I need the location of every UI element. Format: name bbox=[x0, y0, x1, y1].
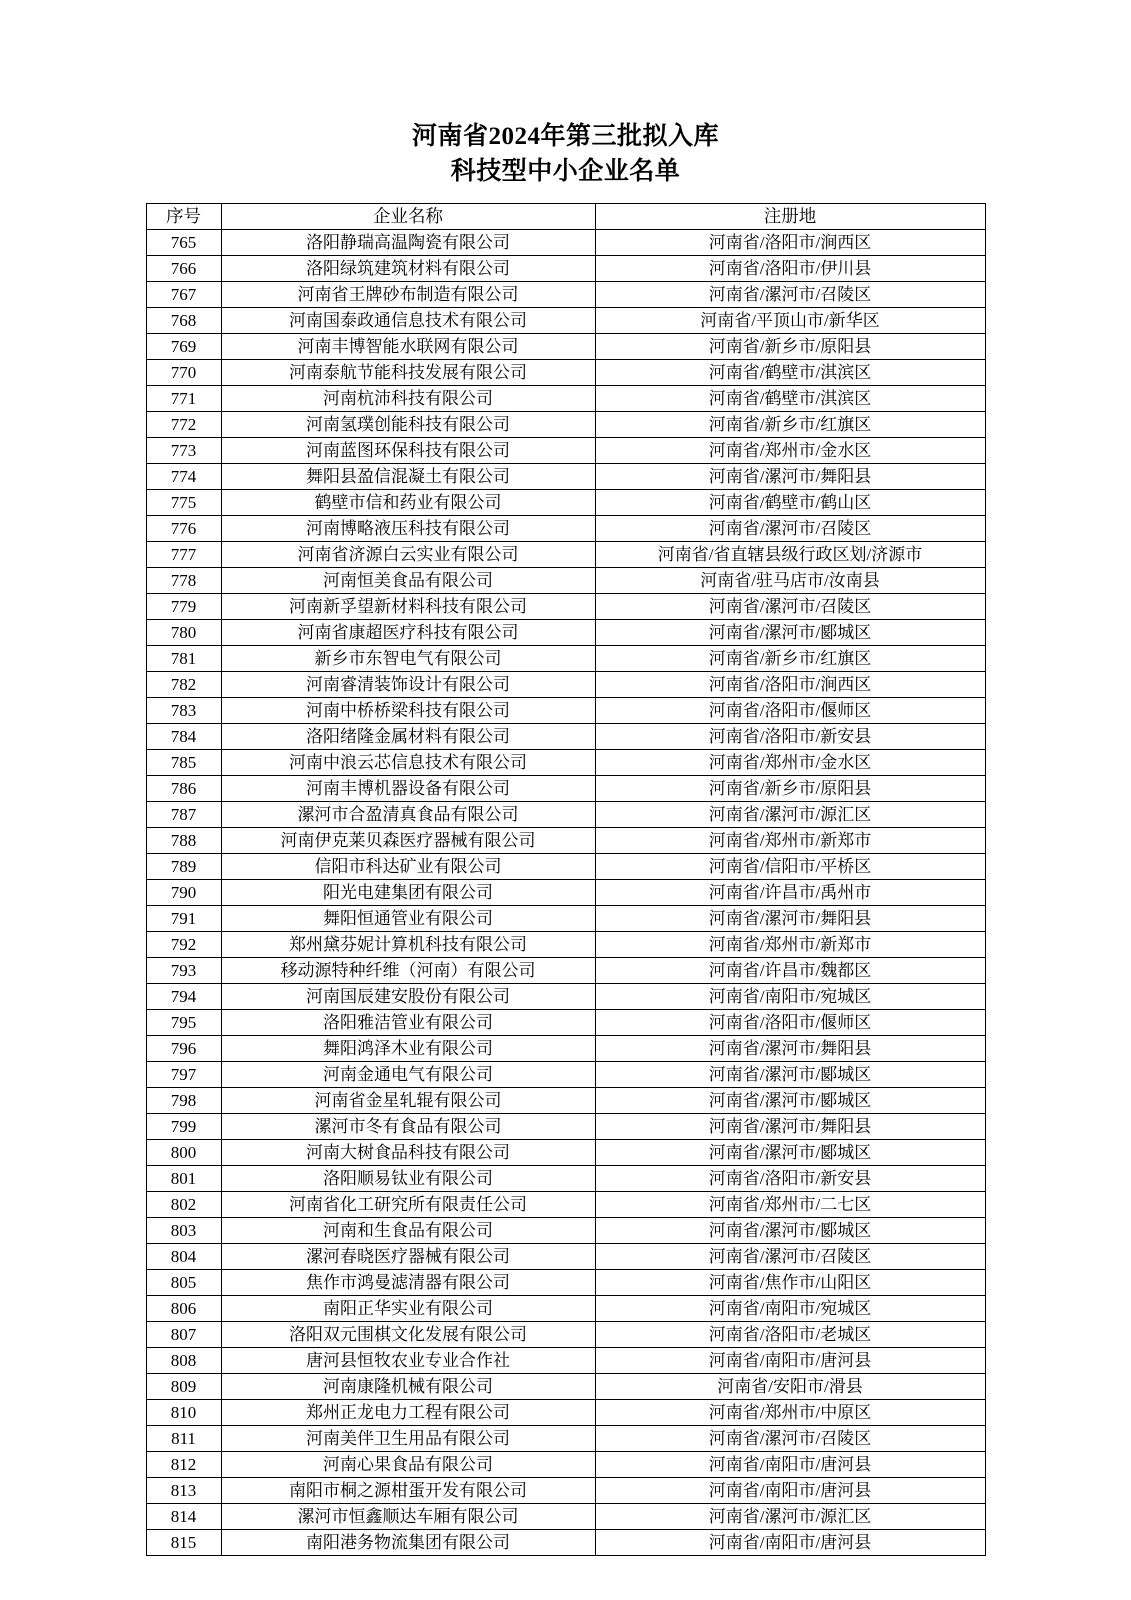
table-row bbox=[146, 1166, 985, 1192]
table-row bbox=[146, 1400, 985, 1426]
column-header-index: 序号 bbox=[146, 204, 221, 230]
table-row bbox=[146, 1192, 985, 1218]
table-row bbox=[146, 854, 985, 880]
cell-registration-location: 河南省/漯河市/舞阳县 bbox=[595, 1036, 985, 1062]
cell-registration-location: 河南省/郑州市/金水区 bbox=[595, 750, 985, 776]
cell-registration-location: 河南省/南阳市/唐河县 bbox=[595, 1348, 985, 1374]
cell-registration-location: 河南省/新乡市/原阳县 bbox=[595, 334, 985, 360]
cell-company-name: 唐河县恒牧农业专业合作社 bbox=[221, 1348, 595, 1374]
cell-index: 790 bbox=[146, 880, 221, 906]
cell-registration-location: 河南省/洛阳市/伊川县 bbox=[595, 256, 985, 282]
cell-index: 788 bbox=[146, 828, 221, 854]
cell-registration-location: 河南省/信阳市/平桥区 bbox=[595, 854, 985, 880]
table-row bbox=[146, 308, 985, 334]
cell-registration-location: 河南省/漯河市/召陵区 bbox=[595, 1426, 985, 1452]
cell-index: 769 bbox=[146, 334, 221, 360]
cell-company-name: 阳光电建集团有限公司 bbox=[221, 880, 595, 906]
table-row bbox=[146, 1504, 985, 1530]
table-row bbox=[146, 1322, 985, 1348]
cell-company-name: 河南省王牌砂布制造有限公司 bbox=[221, 282, 595, 308]
table-row bbox=[146, 932, 985, 958]
cell-company-name: 郑州黛芬妮计算机科技有限公司 bbox=[221, 932, 595, 958]
column-header-location: 注册地 bbox=[595, 204, 985, 230]
cell-index: 772 bbox=[146, 412, 221, 438]
cell-index: 789 bbox=[146, 854, 221, 880]
cell-company-name: 河南康隆机械有限公司 bbox=[221, 1374, 595, 1400]
cell-company-name: 移动源特种纤维（河南）有限公司 bbox=[221, 958, 595, 984]
cell-company-name: 河南恒美食品有限公司 bbox=[221, 568, 595, 594]
cell-index: 801 bbox=[146, 1166, 221, 1192]
cell-index: 775 bbox=[146, 490, 221, 516]
cell-company-name: 洛阳绿筑建筑材料有限公司 bbox=[221, 256, 595, 282]
cell-company-name: 河南氢璞创能科技有限公司 bbox=[221, 412, 595, 438]
cell-index: 794 bbox=[146, 984, 221, 1010]
cell-registration-location: 河南省/郑州市/金水区 bbox=[595, 438, 985, 464]
table-row bbox=[146, 490, 985, 516]
cell-company-name: 信阳市科达矿业有限公司 bbox=[221, 854, 595, 880]
table-row bbox=[146, 828, 985, 854]
cell-index: 811 bbox=[146, 1426, 221, 1452]
cell-registration-location: 河南省/漯河市/召陵区 bbox=[595, 594, 985, 620]
cell-company-name: 舞阳县盈信混凝土有限公司 bbox=[221, 464, 595, 490]
cell-index: 810 bbox=[146, 1400, 221, 1426]
cell-company-name: 河南丰博智能水联网有限公司 bbox=[221, 334, 595, 360]
cell-registration-location: 河南省/新乡市/红旗区 bbox=[595, 412, 985, 438]
table-row bbox=[146, 568, 985, 594]
cell-registration-location: 河南省/漯河市/郾城区 bbox=[595, 1088, 985, 1114]
cell-company-name: 河南大树食品科技有限公司 bbox=[221, 1140, 595, 1166]
cell-company-name: 河南美伴卫生用品有限公司 bbox=[221, 1426, 595, 1452]
cell-registration-location: 河南省/郑州市/中原区 bbox=[595, 1400, 985, 1426]
cell-company-name: 河南泰航节能科技发展有限公司 bbox=[221, 360, 595, 386]
table-row bbox=[146, 620, 985, 646]
cell-company-name: 河南杭沛科技有限公司 bbox=[221, 386, 595, 412]
cell-registration-location: 河南省/漯河市/郾城区 bbox=[595, 1218, 985, 1244]
cell-registration-location: 河南省/驻马店市/汝南县 bbox=[595, 568, 985, 594]
cell-registration-location: 河南省/南阳市/唐河县 bbox=[595, 1530, 985, 1556]
table-row bbox=[146, 1010, 985, 1036]
table-row bbox=[146, 698, 985, 724]
cell-index: 766 bbox=[146, 256, 221, 282]
cell-index: 776 bbox=[146, 516, 221, 542]
cell-index: 814 bbox=[146, 1504, 221, 1530]
cell-index: 780 bbox=[146, 620, 221, 646]
cell-registration-location: 河南省/平顶山市/新华区 bbox=[595, 308, 985, 334]
cell-company-name: 河南省金星轧辊有限公司 bbox=[221, 1088, 595, 1114]
cell-index: 797 bbox=[146, 1062, 221, 1088]
cell-registration-location: 河南省/漯河市/郾城区 bbox=[595, 1140, 985, 1166]
cell-index: 807 bbox=[146, 1322, 221, 1348]
cell-registration-location: 河南省/漯河市/源汇区 bbox=[595, 1504, 985, 1530]
cell-company-name: 河南省康超医疗科技有限公司 bbox=[221, 620, 595, 646]
table-row bbox=[146, 1452, 985, 1478]
cell-registration-location: 河南省/洛阳市/新安县 bbox=[595, 1166, 985, 1192]
cell-company-name: 焦作市鸿曼滤清器有限公司 bbox=[221, 1270, 595, 1296]
cell-company-name: 洛阳双元围棋文化发展有限公司 bbox=[221, 1322, 595, 1348]
table-row bbox=[146, 880, 985, 906]
cell-registration-location: 河南省/漯河市/舞阳县 bbox=[595, 464, 985, 490]
table-row bbox=[146, 334, 985, 360]
table-row bbox=[146, 438, 985, 464]
table-row bbox=[146, 1244, 985, 1270]
cell-company-name: 河南省济源白云实业有限公司 bbox=[221, 542, 595, 568]
cell-registration-location: 河南省/洛阳市/偃师区 bbox=[595, 1010, 985, 1036]
table-row bbox=[146, 386, 985, 412]
table-row bbox=[146, 1374, 985, 1400]
cell-index: 784 bbox=[146, 724, 221, 750]
cell-company-name: 河南中浪云芯信息技术有限公司 bbox=[221, 750, 595, 776]
cell-registration-location: 河南省/漯河市/舞阳县 bbox=[595, 906, 985, 932]
cell-company-name: 漯河市冬有食品有限公司 bbox=[221, 1114, 595, 1140]
table-row bbox=[146, 724, 985, 750]
table-row bbox=[146, 1088, 985, 1114]
cell-index: 798 bbox=[146, 1088, 221, 1114]
cell-company-name: 河南省化工研究所有限责任公司 bbox=[221, 1192, 595, 1218]
cell-company-name: 新乡市东智电气有限公司 bbox=[221, 646, 595, 672]
cell-company-name: 南阳正华实业有限公司 bbox=[221, 1296, 595, 1322]
cell-registration-location: 河南省/南阳市/宛城区 bbox=[595, 1296, 985, 1322]
cell-company-name: 洛阳静瑞高温陶瓷有限公司 bbox=[221, 230, 595, 256]
cell-company-name: 河南蓝图环保科技有限公司 bbox=[221, 438, 595, 464]
table-row bbox=[146, 1218, 985, 1244]
table-row bbox=[146, 360, 985, 386]
cell-index: 783 bbox=[146, 698, 221, 724]
cell-registration-location: 河南省/南阳市/唐河县 bbox=[595, 1478, 985, 1504]
cell-index: 809 bbox=[146, 1374, 221, 1400]
cell-index: 777 bbox=[146, 542, 221, 568]
cell-company-name: 河南博略液压科技有限公司 bbox=[221, 516, 595, 542]
cell-index: 774 bbox=[146, 464, 221, 490]
cell-registration-location: 河南省/南阳市/宛城区 bbox=[595, 984, 985, 1010]
table-row bbox=[146, 776, 985, 802]
cell-index: 806 bbox=[146, 1296, 221, 1322]
table-row bbox=[146, 906, 985, 932]
cell-registration-location: 河南省/新乡市/红旗区 bbox=[595, 646, 985, 672]
cell-index: 803 bbox=[146, 1218, 221, 1244]
cell-registration-location: 河南省/漯河市/召陵区 bbox=[595, 1244, 985, 1270]
company-list-table bbox=[146, 203, 986, 1556]
table-row bbox=[146, 1348, 985, 1374]
cell-index: 804 bbox=[146, 1244, 221, 1270]
cell-registration-location: 河南省/漯河市/召陵区 bbox=[595, 516, 985, 542]
table-row bbox=[146, 672, 985, 698]
table-row bbox=[146, 1426, 985, 1452]
table-row bbox=[146, 542, 985, 568]
cell-index: 796 bbox=[146, 1036, 221, 1062]
table-row bbox=[146, 516, 985, 542]
cell-index: 800 bbox=[146, 1140, 221, 1166]
cell-index: 765 bbox=[146, 230, 221, 256]
cell-company-name: 河南中桥桥梁科技有限公司 bbox=[221, 698, 595, 724]
page-title-line-2: 科技型中小企业名单 bbox=[450, 157, 681, 185]
table-header bbox=[146, 204, 985, 230]
cell-company-name: 洛阳绪隆金属材料有限公司 bbox=[221, 724, 595, 750]
page-title bbox=[130, 120, 1001, 189]
cell-index: 815 bbox=[146, 1530, 221, 1556]
table-row bbox=[146, 1530, 985, 1556]
cell-registration-location: 河南省/洛阳市/老城区 bbox=[595, 1322, 985, 1348]
cell-index: 805 bbox=[146, 1270, 221, 1296]
table-row bbox=[146, 1478, 985, 1504]
table-row bbox=[146, 282, 985, 308]
cell-company-name: 河南和生食品有限公司 bbox=[221, 1218, 595, 1244]
cell-index: 768 bbox=[146, 308, 221, 334]
table-row bbox=[146, 1270, 985, 1296]
cell-company-name: 漯河市恒鑫顺达车厢有限公司 bbox=[221, 1504, 595, 1530]
cell-registration-location: 河南省/许昌市/魏都区 bbox=[595, 958, 985, 984]
cell-registration-location: 河南省/鹤壁市/淇滨区 bbox=[595, 386, 985, 412]
cell-registration-location: 河南省/洛阳市/涧西区 bbox=[595, 672, 985, 698]
cell-registration-location: 河南省/郑州市/新郑市 bbox=[595, 828, 985, 854]
cell-index: 781 bbox=[146, 646, 221, 672]
cell-company-name: 河南心果食品有限公司 bbox=[221, 1452, 595, 1478]
column-header-name: 企业名称 bbox=[221, 204, 595, 230]
cell-index: 813 bbox=[146, 1478, 221, 1504]
cell-registration-location: 河南省/鹤壁市/鹤山区 bbox=[595, 490, 985, 516]
table-row bbox=[146, 984, 985, 1010]
cell-index: 786 bbox=[146, 776, 221, 802]
cell-index: 767 bbox=[146, 282, 221, 308]
cell-company-name: 南阳市桐之源柑蛋开发有限公司 bbox=[221, 1478, 595, 1504]
cell-index: 799 bbox=[146, 1114, 221, 1140]
table-row bbox=[146, 1062, 985, 1088]
cell-registration-location: 河南省/焦作市/山阳区 bbox=[595, 1270, 985, 1296]
cell-company-name: 河南金通电气有限公司 bbox=[221, 1062, 595, 1088]
table-header-row bbox=[146, 204, 985, 230]
table-row bbox=[146, 802, 985, 828]
cell-registration-location: 河南省/安阳市/滑县 bbox=[595, 1374, 985, 1400]
cell-index: 793 bbox=[146, 958, 221, 984]
table-row bbox=[146, 958, 985, 984]
table-row bbox=[146, 412, 985, 438]
cell-index: 792 bbox=[146, 932, 221, 958]
cell-company-name: 漯河市合盈清真食品有限公司 bbox=[221, 802, 595, 828]
cell-company-name: 河南新孚望新材料科技有限公司 bbox=[221, 594, 595, 620]
cell-company-name: 鹤壁市信和药业有限公司 bbox=[221, 490, 595, 516]
cell-company-name: 南阳港务物流集团有限公司 bbox=[221, 1530, 595, 1556]
table-row bbox=[146, 230, 985, 256]
table-row bbox=[146, 1140, 985, 1166]
cell-registration-location: 河南省/郑州市/新郑市 bbox=[595, 932, 985, 958]
cell-registration-location: 河南省/漯河市/郾城区 bbox=[595, 620, 985, 646]
cell-registration-location: 河南省/漯河市/舞阳县 bbox=[595, 1114, 985, 1140]
cell-index: 771 bbox=[146, 386, 221, 412]
cell-registration-location: 河南省/省直辖县级行政区划/济源市 bbox=[595, 542, 985, 568]
cell-registration-location: 河南省/洛阳市/新安县 bbox=[595, 724, 985, 750]
cell-company-name: 河南国泰政通信息技术有限公司 bbox=[221, 308, 595, 334]
cell-registration-location: 河南省/新乡市/原阳县 bbox=[595, 776, 985, 802]
cell-index: 812 bbox=[146, 1452, 221, 1478]
cell-company-name: 洛阳顺易钛业有限公司 bbox=[221, 1166, 595, 1192]
table-row bbox=[146, 1036, 985, 1062]
table-row bbox=[146, 464, 985, 490]
cell-index: 770 bbox=[146, 360, 221, 386]
table-row bbox=[146, 1296, 985, 1322]
cell-index: 773 bbox=[146, 438, 221, 464]
cell-registration-location: 河南省/洛阳市/涧西区 bbox=[595, 230, 985, 256]
cell-company-name: 舞阳鸿泽木业有限公司 bbox=[221, 1036, 595, 1062]
cell-company-name: 河南国辰建安股份有限公司 bbox=[221, 984, 595, 1010]
cell-company-name: 洛阳雅洁管业有限公司 bbox=[221, 1010, 595, 1036]
cell-index: 785 bbox=[146, 750, 221, 776]
cell-company-name: 郑州正龙电力工程有限公司 bbox=[221, 1400, 595, 1426]
table-row bbox=[146, 750, 985, 776]
cell-index: 778 bbox=[146, 568, 221, 594]
cell-index: 782 bbox=[146, 672, 221, 698]
table-row bbox=[146, 256, 985, 282]
cell-registration-location: 河南省/许昌市/禹州市 bbox=[595, 880, 985, 906]
cell-index: 802 bbox=[146, 1192, 221, 1218]
cell-index: 795 bbox=[146, 1010, 221, 1036]
page-title-line-1: 河南省2024年第三批拟入库 bbox=[411, 123, 719, 150]
cell-index: 787 bbox=[146, 802, 221, 828]
cell-registration-location: 河南省/南阳市/唐河县 bbox=[595, 1452, 985, 1478]
table-row bbox=[146, 646, 985, 672]
cell-index: 791 bbox=[146, 906, 221, 932]
cell-registration-location: 河南省/漯河市/召陵区 bbox=[595, 282, 985, 308]
table-row bbox=[146, 594, 985, 620]
table-row bbox=[146, 1114, 985, 1140]
cell-company-name: 舞阳恒通管业有限公司 bbox=[221, 906, 595, 932]
cell-index: 779 bbox=[146, 594, 221, 620]
cell-index: 808 bbox=[146, 1348, 221, 1374]
cell-registration-location: 河南省/洛阳市/偃师区 bbox=[595, 698, 985, 724]
cell-registration-location: 河南省/郑州市/二七区 bbox=[595, 1192, 985, 1218]
cell-registration-location: 河南省/鹤壁市/淇滨区 bbox=[595, 360, 985, 386]
cell-registration-location: 河南省/漯河市/郾城区 bbox=[595, 1062, 985, 1088]
cell-company-name: 河南睿清装饰设计有限公司 bbox=[221, 672, 595, 698]
cell-company-name: 河南丰博机器设备有限公司 bbox=[221, 776, 595, 802]
table-body bbox=[146, 230, 985, 1556]
cell-registration-location: 河南省/漯河市/源汇区 bbox=[595, 802, 985, 828]
cell-company-name: 河南伊克莱贝森医疗器械有限公司 bbox=[221, 828, 595, 854]
cell-company-name: 漯河春晓医疗器械有限公司 bbox=[221, 1244, 595, 1270]
